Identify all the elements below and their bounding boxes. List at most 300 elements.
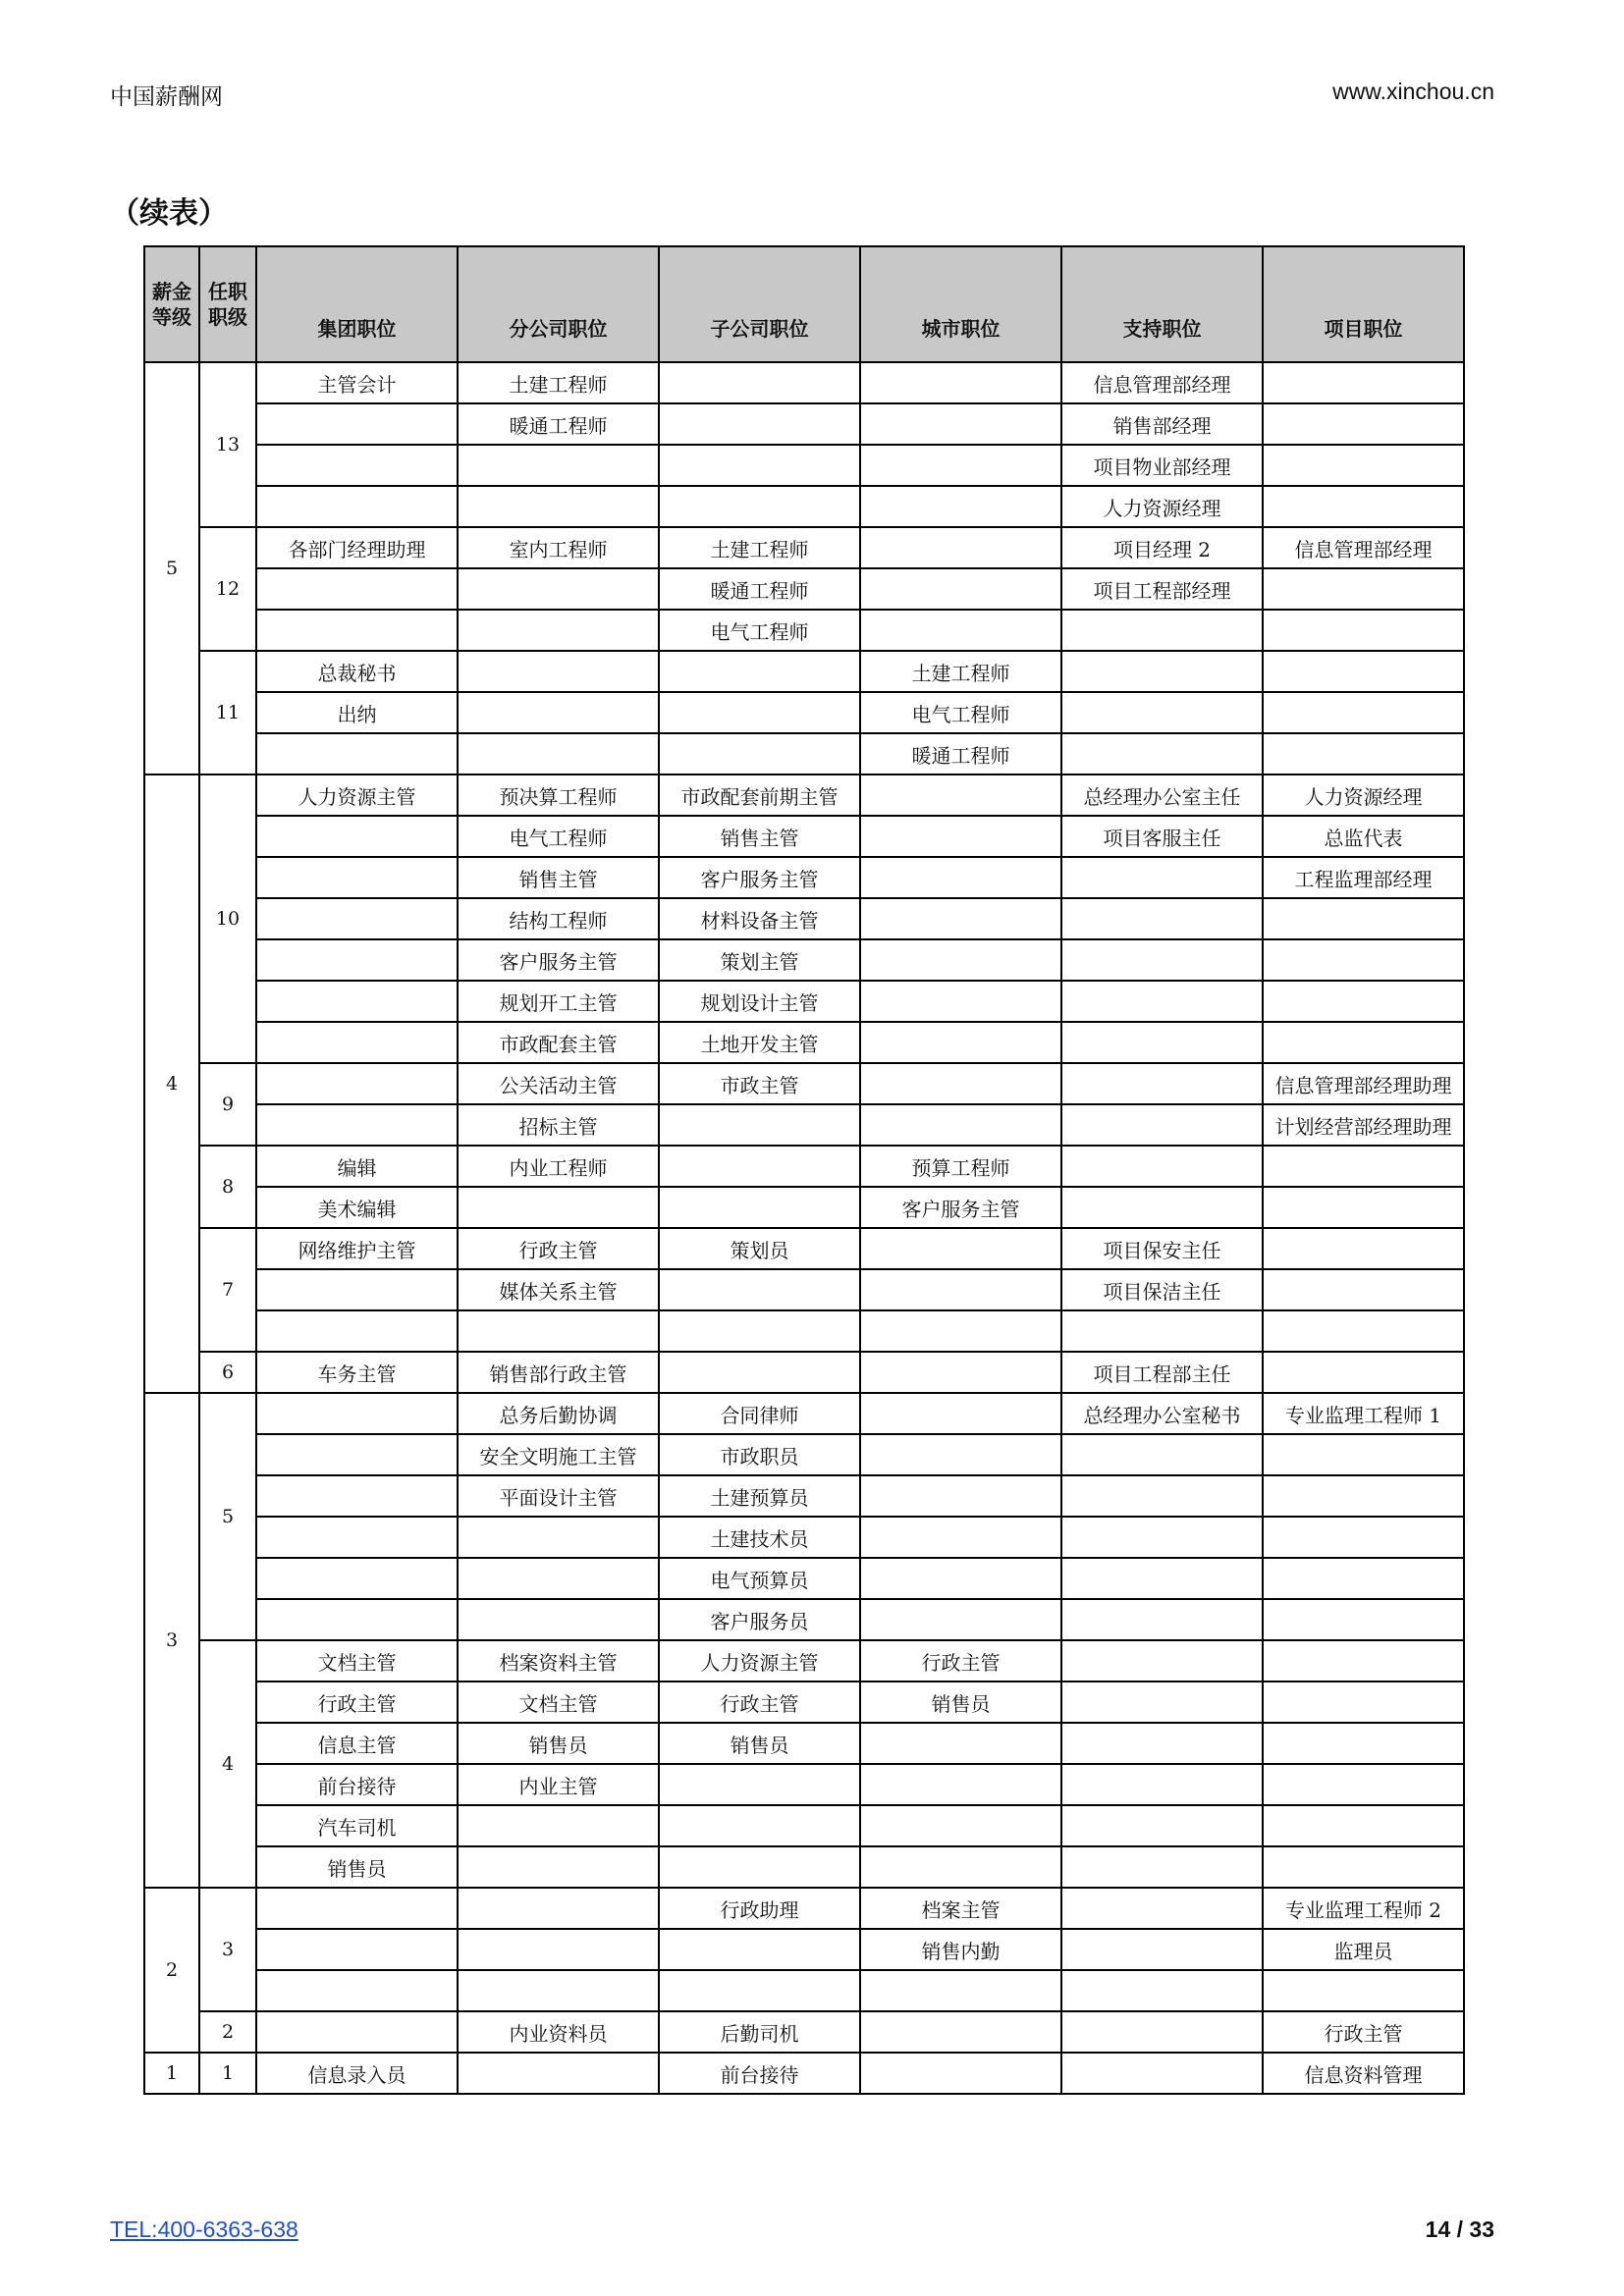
group-position-cell bbox=[256, 898, 458, 939]
project-position-cell bbox=[1263, 486, 1464, 527]
branch-position-cell: 内业主管 bbox=[458, 1764, 659, 1805]
group-position-cell bbox=[256, 1970, 458, 2011]
support-position-cell bbox=[1061, 898, 1263, 939]
group-position-cell bbox=[256, 1599, 458, 1640]
group-position-cell: 主管会计 bbox=[256, 362, 458, 403]
group-position-cell: 行政主管 bbox=[256, 1682, 458, 1723]
support-position-cell bbox=[1061, 1517, 1263, 1558]
city-position-cell bbox=[860, 1352, 1061, 1393]
support-position-cell bbox=[1061, 1846, 1263, 1888]
support-position-cell bbox=[1061, 1310, 1263, 1352]
branch-position-cell: 电气工程师 bbox=[458, 816, 659, 857]
branch-position-cell: 媒体关系主管 bbox=[458, 1269, 659, 1310]
support-position-cell bbox=[1061, 1764, 1263, 1805]
subsidiary-position-cell: 后勤司机 bbox=[659, 2011, 860, 2053]
group-position-cell bbox=[256, 568, 458, 610]
subsidiary-position-cell bbox=[659, 362, 860, 403]
subsidiary-position-cell bbox=[659, 651, 860, 692]
project-position-cell: 工程监理部经理 bbox=[1263, 857, 1464, 898]
city-position-cell bbox=[860, 981, 1061, 1022]
branch-position-cell: 规划开工主管 bbox=[458, 981, 659, 1022]
table-row bbox=[144, 1929, 1464, 1970]
city-position-cell: 预算工程师 bbox=[860, 1146, 1061, 1187]
table-row bbox=[144, 1599, 1464, 1640]
branch-position-cell bbox=[458, 692, 659, 733]
city-position-cell bbox=[860, 403, 1061, 445]
city-position-cell: 销售员 bbox=[860, 1682, 1061, 1723]
subsidiary-position-cell: 客户服务主管 bbox=[659, 857, 860, 898]
table-row bbox=[144, 692, 1464, 733]
table-row bbox=[144, 1393, 1464, 1434]
header-subsidiary-position: 子公司职位 bbox=[659, 246, 860, 362]
branch-position-cell: 行政主管 bbox=[458, 1228, 659, 1269]
header-project-position: 项目职位 bbox=[1263, 246, 1464, 362]
group-position-cell: 美术编辑 bbox=[256, 1187, 458, 1228]
city-position-cell bbox=[860, 527, 1061, 568]
branch-position-cell bbox=[458, 1888, 659, 1929]
branch-position-cell bbox=[458, 1187, 659, 1228]
rank-cell: 11 bbox=[199, 651, 256, 774]
subsidiary-position-cell: 规划设计主管 bbox=[659, 981, 860, 1022]
group-position-cell: 信息录入员 bbox=[256, 2053, 458, 2094]
rank-cell: 6 bbox=[199, 1352, 256, 1393]
project-position-cell bbox=[1263, 1517, 1464, 1558]
project-position-cell bbox=[1263, 651, 1464, 692]
rank-cell: 12 bbox=[199, 527, 256, 651]
branch-position-cell: 文档主管 bbox=[458, 1682, 659, 1723]
project-position-cell bbox=[1263, 1599, 1464, 1640]
branch-position-cell: 销售主管 bbox=[458, 857, 659, 898]
subsidiary-position-cell: 电气预算员 bbox=[659, 1558, 860, 1599]
support-position-cell bbox=[1061, 1558, 1263, 1599]
rank-cell: 9 bbox=[199, 1063, 256, 1146]
support-position-cell: 项目保洁主任 bbox=[1061, 1269, 1263, 1310]
city-position-cell bbox=[860, 1846, 1061, 1888]
city-position-cell bbox=[860, 816, 1061, 857]
branch-position-cell bbox=[458, 1599, 659, 1640]
city-position-cell: 客户服务主管 bbox=[860, 1187, 1061, 1228]
table-row bbox=[144, 1888, 1464, 1929]
subsidiary-position-cell: 材料设备主管 bbox=[659, 898, 860, 939]
table-row bbox=[144, 1310, 1464, 1352]
group-position-cell bbox=[256, 1104, 458, 1146]
support-position-cell: 项目客服主任 bbox=[1061, 816, 1263, 857]
project-position-cell bbox=[1263, 1682, 1464, 1723]
branch-position-cell bbox=[458, 610, 659, 651]
group-position-cell bbox=[256, 1393, 458, 1434]
table-row bbox=[144, 1682, 1464, 1723]
city-position-cell bbox=[860, 1517, 1061, 1558]
table-row bbox=[144, 1846, 1464, 1888]
rank-cell: 2 bbox=[199, 2011, 256, 2053]
group-position-cell: 文档主管 bbox=[256, 1640, 458, 1682]
group-position-cell bbox=[256, 1888, 458, 1929]
subsidiary-position-cell: 合同律师 bbox=[659, 1393, 860, 1434]
table-row bbox=[144, 1517, 1464, 1558]
group-position-cell bbox=[256, 1475, 458, 1517]
subsidiary-position-cell: 销售主管 bbox=[659, 816, 860, 857]
project-position-cell bbox=[1263, 610, 1464, 651]
branch-position-cell bbox=[458, 568, 659, 610]
subsidiary-position-cell bbox=[659, 1310, 860, 1352]
subsidiary-position-cell bbox=[659, 445, 860, 486]
subsidiary-position-cell bbox=[659, 1846, 860, 1888]
page-number: 14 / 33 bbox=[1425, 2216, 1494, 2242]
table-header-row bbox=[144, 246, 1464, 362]
table-row bbox=[144, 939, 1464, 981]
branch-position-cell: 客户服务主管 bbox=[458, 939, 659, 981]
branch-position-cell: 招标主管 bbox=[458, 1104, 659, 1146]
site-url[interactable]: www.xinchou.cn bbox=[1332, 79, 1494, 104]
project-position-cell bbox=[1263, 1640, 1464, 1682]
project-position-cell bbox=[1263, 692, 1464, 733]
table-row bbox=[144, 403, 1464, 445]
branch-position-cell: 土建工程师 bbox=[458, 362, 659, 403]
project-position-cell bbox=[1263, 1475, 1464, 1517]
group-position-cell bbox=[256, 1022, 458, 1063]
city-position-cell bbox=[860, 857, 1061, 898]
city-position-cell bbox=[860, 2053, 1061, 2094]
project-position-cell bbox=[1263, 939, 1464, 981]
project-position-cell bbox=[1263, 733, 1464, 774]
city-position-cell bbox=[860, 486, 1061, 527]
subsidiary-position-cell bbox=[659, 403, 860, 445]
project-position-cell bbox=[1263, 445, 1464, 486]
city-position-cell bbox=[860, 774, 1061, 816]
branch-position-cell: 平面设计主管 bbox=[458, 1475, 659, 1517]
table-row bbox=[144, 1269, 1464, 1310]
project-position-cell bbox=[1263, 1228, 1464, 1269]
group-position-cell bbox=[256, 610, 458, 651]
branch-position-cell bbox=[458, 1558, 659, 1599]
table-row bbox=[144, 2053, 1464, 2094]
city-position-cell: 销售内勤 bbox=[860, 1929, 1061, 1970]
support-position-cell bbox=[1061, 692, 1263, 733]
project-position-cell bbox=[1263, 1146, 1464, 1187]
branch-position-cell bbox=[458, 2053, 659, 2094]
support-position-cell bbox=[1061, 1434, 1263, 1475]
site-name: 中国薪酬网 bbox=[110, 84, 223, 110]
subsidiary-position-cell: 市政主管 bbox=[659, 1063, 860, 1104]
branch-position-cell bbox=[458, 1805, 659, 1846]
group-position-cell bbox=[256, 1929, 458, 1970]
support-position-cell bbox=[1061, 733, 1263, 774]
group-position-cell: 信息主管 bbox=[256, 1723, 458, 1764]
table-row bbox=[144, 1104, 1464, 1146]
header-salary-grade: 薪金 等级 bbox=[144, 246, 199, 362]
city-position-cell: 档案主管 bbox=[860, 1888, 1061, 1929]
branch-position-cell: 内业工程师 bbox=[458, 1146, 659, 1187]
header-rank: 任职 职级 bbox=[199, 246, 256, 362]
city-position-cell: 行政主管 bbox=[860, 1640, 1061, 1682]
support-position-cell bbox=[1061, 981, 1263, 1022]
city-position-cell bbox=[860, 445, 1061, 486]
support-position-cell bbox=[1061, 2053, 1263, 2094]
table-row bbox=[144, 1063, 1464, 1104]
project-position-cell bbox=[1263, 1846, 1464, 1888]
branch-position-cell bbox=[458, 1517, 659, 1558]
support-position-cell bbox=[1061, 1187, 1263, 1228]
project-position-cell bbox=[1263, 1434, 1464, 1475]
rank-cell: 1 bbox=[199, 2053, 256, 2094]
subsidiary-position-cell: 电气工程师 bbox=[659, 610, 860, 651]
subsidiary-position-cell bbox=[659, 486, 860, 527]
subsidiary-position-cell: 客户服务员 bbox=[659, 1599, 860, 1640]
subsidiary-position-cell: 策划主管 bbox=[659, 939, 860, 981]
salary-grade-cell: 2 bbox=[144, 1888, 199, 2053]
subsidiary-position-cell bbox=[659, 733, 860, 774]
city-position-cell bbox=[860, 568, 1061, 610]
subsidiary-position-cell bbox=[659, 1970, 860, 2011]
group-position-cell bbox=[256, 816, 458, 857]
table-row bbox=[144, 1723, 1464, 1764]
project-position-cell: 总监代表 bbox=[1263, 816, 1464, 857]
support-position-cell bbox=[1061, 1104, 1263, 1146]
support-position-cell: 项目工程部经理 bbox=[1061, 568, 1263, 610]
city-position-cell: 土建工程师 bbox=[860, 651, 1061, 692]
project-position-cell bbox=[1263, 1970, 1464, 2011]
city-position-cell bbox=[860, 1764, 1061, 1805]
branch-position-cell: 公关活动主管 bbox=[458, 1063, 659, 1104]
group-position-cell bbox=[256, 1517, 458, 1558]
support-position-cell: 项目保安主任 bbox=[1061, 1228, 1263, 1269]
city-position-cell bbox=[860, 362, 1061, 403]
city-position-cell bbox=[860, 610, 1061, 651]
city-position-cell bbox=[860, 1558, 1061, 1599]
table-row bbox=[144, 816, 1464, 857]
rank-cell: 5 bbox=[199, 1393, 256, 1640]
subsidiary-position-cell: 行政主管 bbox=[659, 1682, 860, 1723]
project-position-cell: 信息资料管理 bbox=[1263, 2053, 1464, 2094]
project-position-cell bbox=[1263, 1187, 1464, 1228]
group-position-cell bbox=[256, 1063, 458, 1104]
subsidiary-position-cell bbox=[659, 1352, 860, 1393]
subsidiary-position-cell: 前台接待 bbox=[659, 2053, 860, 2094]
subsidiary-position-cell: 暖通工程师 bbox=[659, 568, 860, 610]
project-position-cell bbox=[1263, 1805, 1464, 1846]
support-position-cell bbox=[1061, 1888, 1263, 1929]
branch-position-cell bbox=[458, 1929, 659, 1970]
rank-cell: 7 bbox=[199, 1228, 256, 1352]
header-branch-position: 分公司职位 bbox=[458, 246, 659, 362]
group-position-cell bbox=[256, 981, 458, 1022]
project-position-cell bbox=[1263, 1022, 1464, 1063]
support-position-cell bbox=[1061, 857, 1263, 898]
group-position-cell: 各部门经理助理 bbox=[256, 527, 458, 568]
group-position-cell: 汽车司机 bbox=[256, 1805, 458, 1846]
support-position-cell bbox=[1061, 651, 1263, 692]
city-position-cell bbox=[860, 939, 1061, 981]
city-position-cell bbox=[860, 1228, 1061, 1269]
subsidiary-position-cell: 人力资源主管 bbox=[659, 1640, 860, 1682]
subsidiary-position-cell bbox=[659, 1764, 860, 1805]
project-position-cell: 人力资源经理 bbox=[1263, 774, 1464, 816]
group-position-cell: 总裁秘书 bbox=[256, 651, 458, 692]
table-row bbox=[144, 1228, 1464, 1269]
subsidiary-position-cell: 销售员 bbox=[659, 1723, 860, 1764]
table-row bbox=[144, 568, 1464, 610]
table-row bbox=[144, 1434, 1464, 1475]
table-row bbox=[144, 1146, 1464, 1187]
group-position-cell: 前台接待 bbox=[256, 1764, 458, 1805]
branch-position-cell bbox=[458, 1310, 659, 1352]
city-position-cell: 暖通工程师 bbox=[860, 733, 1061, 774]
subsidiary-position-cell bbox=[659, 1146, 860, 1187]
table-row bbox=[144, 1187, 1464, 1228]
project-position-cell: 计划经营部经理助理 bbox=[1263, 1104, 1464, 1146]
header-city-position: 城市职位 bbox=[860, 246, 1061, 362]
branch-position-cell: 销售员 bbox=[458, 1723, 659, 1764]
table-row bbox=[144, 1970, 1464, 2011]
rank-cell: 8 bbox=[199, 1146, 256, 1228]
branch-position-cell bbox=[458, 733, 659, 774]
group-position-cell: 车务主管 bbox=[256, 1352, 458, 1393]
branch-position-cell: 结构工程师 bbox=[458, 898, 659, 939]
city-position-cell bbox=[860, 1599, 1061, 1640]
group-position-cell bbox=[256, 733, 458, 774]
support-position-cell bbox=[1061, 1022, 1263, 1063]
table-row bbox=[144, 445, 1464, 486]
branch-position-cell: 市政配套主管 bbox=[458, 1022, 659, 1063]
project-position-cell: 监理员 bbox=[1263, 1929, 1464, 1970]
group-position-cell bbox=[256, 486, 458, 527]
branch-position-cell: 销售部行政主管 bbox=[458, 1352, 659, 1393]
salary-grade-cell: 5 bbox=[144, 362, 199, 774]
table-row bbox=[144, 527, 1464, 568]
support-position-cell bbox=[1061, 1146, 1263, 1187]
table-row bbox=[144, 1558, 1464, 1599]
rank-cell: 3 bbox=[199, 1888, 256, 2011]
rank-cell: 13 bbox=[199, 362, 256, 527]
group-position-cell bbox=[256, 445, 458, 486]
branch-position-cell bbox=[458, 1970, 659, 2011]
table-row bbox=[144, 651, 1464, 692]
subsidiary-position-cell bbox=[659, 692, 860, 733]
project-position-cell: 专业监理工程师 1 bbox=[1263, 1393, 1464, 1434]
project-position-cell bbox=[1263, 1269, 1464, 1310]
project-position-cell bbox=[1263, 403, 1464, 445]
table-row bbox=[144, 774, 1464, 816]
branch-position-cell: 暖通工程师 bbox=[458, 403, 659, 445]
support-position-cell: 销售部经理 bbox=[1061, 403, 1263, 445]
subsidiary-position-cell bbox=[659, 1104, 860, 1146]
city-position-cell bbox=[860, 1970, 1061, 2011]
support-position-cell bbox=[1061, 1723, 1263, 1764]
subsidiary-position-cell bbox=[659, 1929, 860, 1970]
subsidiary-position-cell: 土建预算员 bbox=[659, 1475, 860, 1517]
support-position-cell: 信息管理部经理 bbox=[1061, 362, 1263, 403]
project-position-cell: 信息管理部经理助理 bbox=[1263, 1063, 1464, 1104]
salary-grade-cell: 3 bbox=[144, 1393, 199, 1888]
project-position-cell bbox=[1263, 568, 1464, 610]
project-position-cell: 行政主管 bbox=[1263, 2011, 1464, 2053]
subsidiary-position-cell: 市政职员 bbox=[659, 1434, 860, 1475]
table-row bbox=[144, 1022, 1464, 1063]
branch-position-cell: 室内工程师 bbox=[458, 527, 659, 568]
branch-position-cell: 档案资料主管 bbox=[458, 1640, 659, 1682]
footer-phone-link[interactable]: TEL:400-6363-638 bbox=[110, 2216, 298, 2242]
group-position-cell: 编辑 bbox=[256, 1146, 458, 1187]
project-position-cell bbox=[1263, 1558, 1464, 1599]
rank-cell: 10 bbox=[199, 774, 256, 1063]
support-position-cell bbox=[1061, 1640, 1263, 1682]
support-position-cell bbox=[1061, 1929, 1263, 1970]
city-position-cell bbox=[860, 1104, 1061, 1146]
group-position-cell: 销售员 bbox=[256, 1846, 458, 1888]
table-row bbox=[144, 1805, 1464, 1846]
group-position-cell bbox=[256, 2011, 458, 2053]
group-position-cell bbox=[256, 403, 458, 445]
project-position-cell: 专业监理工程师 2 bbox=[1263, 1888, 1464, 1929]
subsidiary-position-cell: 土建技术员 bbox=[659, 1517, 860, 1558]
subsidiary-position-cell: 策划员 bbox=[659, 1228, 860, 1269]
support-position-cell bbox=[1061, 1682, 1263, 1723]
group-position-cell: 出纳 bbox=[256, 692, 458, 733]
project-position-cell bbox=[1263, 898, 1464, 939]
city-position-cell bbox=[860, 1723, 1061, 1764]
group-position-cell bbox=[256, 1434, 458, 1475]
support-position-cell: 总经理办公室秘书 bbox=[1061, 1393, 1263, 1434]
subsidiary-position-cell bbox=[659, 1187, 860, 1228]
branch-position-cell: 预决算工程师 bbox=[458, 774, 659, 816]
group-position-cell bbox=[256, 857, 458, 898]
support-position-cell bbox=[1061, 610, 1263, 651]
city-position-cell: 电气工程师 bbox=[860, 692, 1061, 733]
group-position-cell bbox=[256, 1558, 458, 1599]
branch-position-cell bbox=[458, 651, 659, 692]
table-row bbox=[144, 981, 1464, 1022]
city-position-cell bbox=[860, 1434, 1061, 1475]
city-position-cell bbox=[860, 1063, 1061, 1104]
header-support-position: 支持职位 bbox=[1061, 246, 1263, 362]
table-row bbox=[144, 610, 1464, 651]
subsidiary-position-cell: 土建工程师 bbox=[659, 527, 860, 568]
table-row bbox=[144, 2011, 1464, 2053]
table-row bbox=[144, 857, 1464, 898]
salary-grade-cell: 1 bbox=[144, 2053, 199, 2094]
support-position-cell: 项目经理 2 bbox=[1061, 527, 1263, 568]
branch-position-cell bbox=[458, 445, 659, 486]
city-position-cell bbox=[860, 898, 1061, 939]
city-position-cell bbox=[860, 1022, 1061, 1063]
table-row bbox=[144, 1475, 1464, 1517]
group-position-cell bbox=[256, 1269, 458, 1310]
city-position-cell bbox=[860, 1269, 1061, 1310]
salary-grade-cell: 4 bbox=[144, 774, 199, 1393]
city-position-cell bbox=[860, 1393, 1061, 1434]
project-position-cell: 信息管理部经理 bbox=[1263, 527, 1464, 568]
city-position-cell bbox=[860, 1310, 1061, 1352]
support-position-cell bbox=[1061, 1970, 1263, 2011]
project-position-cell bbox=[1263, 362, 1464, 403]
city-position-cell bbox=[860, 1475, 1061, 1517]
group-position-cell bbox=[256, 939, 458, 981]
branch-position-cell bbox=[458, 486, 659, 527]
table-row bbox=[144, 362, 1464, 403]
section-subtitle: （续表） bbox=[110, 196, 228, 231]
support-position-cell: 人力资源经理 bbox=[1061, 486, 1263, 527]
group-position-cell: 人力资源主管 bbox=[256, 774, 458, 816]
support-position-cell: 项目物业部经理 bbox=[1061, 445, 1263, 486]
branch-position-cell bbox=[458, 1846, 659, 1888]
support-position-cell bbox=[1061, 1475, 1263, 1517]
header-group-position: 集团职位 bbox=[256, 246, 458, 362]
support-position-cell: 项目工程部主任 bbox=[1061, 1352, 1263, 1393]
salary-grade-table bbox=[143, 245, 1465, 2095]
support-position-cell bbox=[1061, 1805, 1263, 1846]
subsidiary-position-cell: 市政配套前期主管 bbox=[659, 774, 860, 816]
group-position-cell bbox=[256, 1310, 458, 1352]
